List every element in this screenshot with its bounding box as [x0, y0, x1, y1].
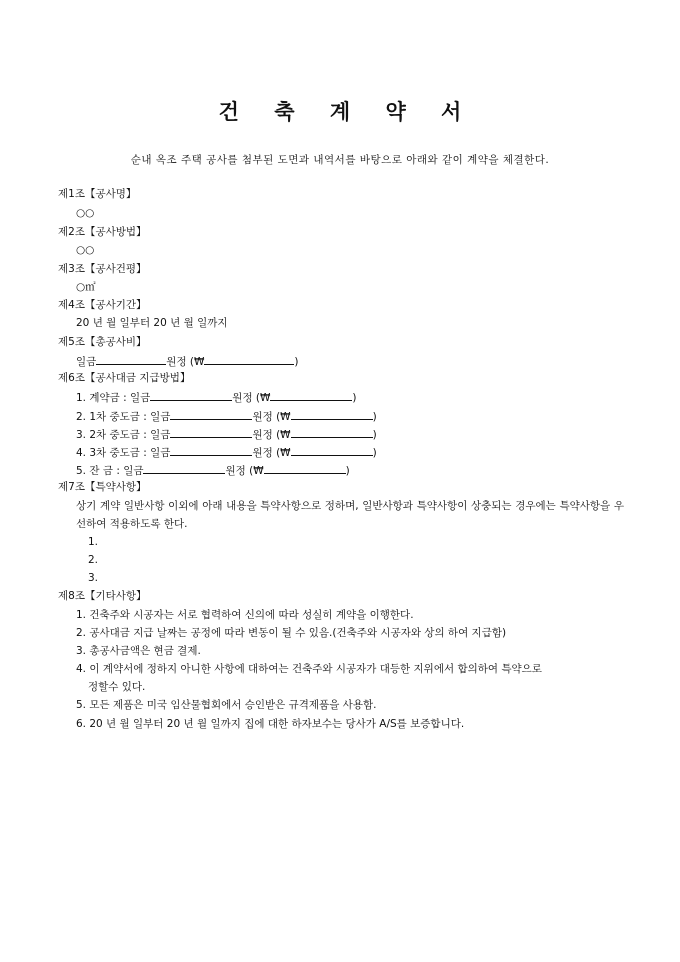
article-1-heading: 제1조【공사명】: [58, 188, 137, 200]
article-1-value: ○○: [76, 207, 95, 219]
close-paren: ): [352, 392, 357, 404]
close-paren: ): [345, 465, 350, 477]
amount-label: 일금: [76, 356, 97, 368]
payment-item: [76, 462, 350, 478]
other-item: 2. 공사대금 지급 날짜는 공정에 따라 변동이 될 수 있음.(건축주와 시공자와 상의 하여 지급함): [76, 627, 507, 639]
article-5-heading: 제5조【총공사비】: [58, 336, 147, 348]
amount-blank[interactable]: [150, 389, 232, 401]
article-2-heading: 제2조【공사방법】: [58, 226, 147, 238]
payment-label: 3. 2차 중도금 : 일금: [76, 429, 171, 441]
article-7-heading: 제7조【특약사항】: [58, 481, 147, 493]
amount-blank[interactable]: [96, 353, 166, 365]
payment-item: [76, 389, 357, 405]
payment-label: 5. 잔 금 : 일금: [76, 465, 144, 477]
article-8-heading: 제8조【기타사항】: [58, 590, 147, 602]
amount-blank[interactable]: [170, 444, 252, 456]
won-label: 원정 (₩: [252, 429, 291, 441]
article-7-text: 상기 계약 일반사항 이외에 아래 내용을 특약사항으로 정하며, 일반사항과 특약사항이 상충되는 경우에는 특약사항을 우선하여 적용하도록 한다.: [76, 500, 624, 530]
other-item: 5. 모든 제품은 미국 임산물협회에서 승인받은 규격제품을 사용함.: [76, 699, 377, 711]
other-item: 1. 건축주와 시공자는 서로 협력하여 신의에 따라 성실히 계약을 이행한다.: [76, 609, 414, 621]
close-paren: ): [372, 411, 377, 423]
other-item: 4. 이 계약서에 정하지 아니한 사항에 대하여는 건축주와 시공자가 대등한 지위에서 합의하여 특약으로: [76, 663, 542, 675]
article-6-heading: 제6조【공사대금 지급방법】: [58, 372, 191, 384]
won-blank[interactable]: [270, 389, 352, 401]
won-blank[interactable]: [204, 353, 294, 365]
close-paren: ): [294, 356, 299, 368]
document-title: 건 축 계 약 서: [218, 100, 476, 124]
article-3-heading: 제3조【공사건평】: [58, 263, 147, 275]
payment-item: [76, 426, 377, 442]
won-label: 원정 (₩: [166, 356, 205, 368]
article-4-period: 20 년 월 일부터 20 년 월 일까지: [76, 317, 228, 329]
won-label: 원정 (₩: [232, 392, 271, 404]
payment-item: [76, 444, 377, 460]
won-blank[interactable]: [264, 462, 346, 474]
other-item: 6. 20 년 월 일부터 20 년 월 일까지 집에 대한 하자보수는 당사가 A/S를 보증합니다.: [76, 718, 465, 730]
amount-blank[interactable]: [170, 408, 252, 420]
won-label: 원정 (₩: [225, 465, 264, 477]
other-item-continued: 정할수 있다.: [88, 681, 146, 693]
amount-blank[interactable]: [170, 426, 252, 438]
article-5-amount-line: [76, 353, 299, 369]
close-paren: ): [372, 447, 377, 459]
payment-item: [76, 408, 377, 424]
article-3-value: ○㎡: [76, 281, 96, 293]
payment-label: 1. 계약금 : 일금: [76, 392, 151, 404]
close-paren: ): [372, 429, 377, 441]
special-item: 1.: [88, 536, 99, 548]
won-blank[interactable]: [291, 408, 373, 420]
article-4-heading: 제4조【공사기간】: [58, 299, 147, 311]
other-item: 3. 총공사금액은 현금 결제.: [76, 645, 201, 657]
payment-label: 4. 3차 중도금 : 일금: [76, 447, 171, 459]
intro-text: 순내 옥조 주택 공사를 첨부된 도면과 내역서를 바탕으로 아래와 같이 계약을 체결한다.: [130, 154, 550, 166]
special-item: 2.: [88, 554, 99, 566]
won-blank[interactable]: [291, 444, 373, 456]
amount-blank[interactable]: [143, 462, 225, 474]
won-label: 원정 (₩: [252, 447, 291, 459]
payment-label: 2. 1차 중도금 : 일금: [76, 411, 171, 423]
won-label: 원정 (₩: [252, 411, 291, 423]
special-item: 3.: [88, 572, 99, 584]
won-blank[interactable]: [291, 426, 373, 438]
article-2-value: ○○: [76, 244, 95, 256]
